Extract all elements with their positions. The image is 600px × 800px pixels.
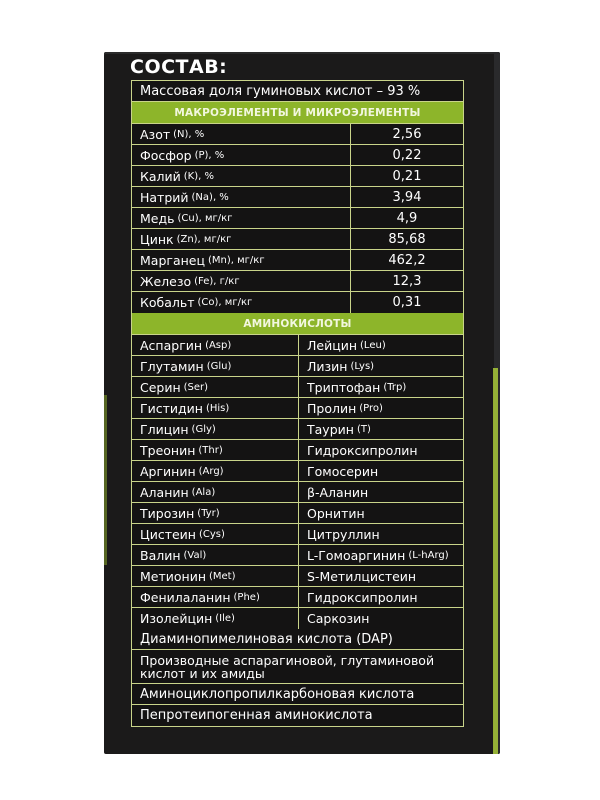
amino-name: Фенилаланин: [140, 589, 231, 605]
amino-row: [132, 482, 463, 503]
amino-left-cell: [132, 587, 299, 607]
amino-name: Аланин: [140, 484, 189, 500]
amino-left-cell: [132, 503, 299, 523]
humic-acid-text: Массовая доля гуминовых кислот – 93 %: [140, 83, 421, 99]
humic-acid-row: [132, 81, 463, 102]
amino-row: [132, 566, 463, 587]
full-row-nonproteinogenic: [132, 705, 463, 726]
amino-left-cell: [132, 440, 299, 460]
amino-name: Гистидин: [140, 400, 203, 416]
amino-name: Аспаргин: [140, 337, 203, 353]
element-name: Кобальт: [140, 295, 195, 310]
amino-right-cell: [299, 608, 463, 629]
amino-name: Таурин: [307, 421, 354, 437]
amino-name: Орнитин: [307, 505, 365, 521]
amino-row: [132, 356, 463, 377]
element-name: Железо: [140, 273, 192, 289]
amino-abbr: (Asp): [205, 339, 232, 351]
amino-name: Гидроксипролин: [307, 589, 418, 605]
amino-abbr: (Lys): [350, 360, 375, 372]
amino-row: [132, 524, 463, 545]
amino-name: Изолейцин: [140, 611, 213, 626]
amino-left-cell: [132, 461, 299, 481]
amino-row: [132, 398, 463, 419]
element-unit: (Co), мг/кг: [197, 297, 253, 308]
macro-row: [132, 292, 463, 313]
macro-row: [132, 250, 463, 271]
element-unit: (K), %: [183, 170, 215, 182]
amino-row: [132, 419, 463, 440]
amino-left-cell: [132, 545, 299, 565]
amino-abbr: (Arg): [198, 465, 224, 477]
amino-right-cell: [299, 440, 463, 460]
macro-row: [132, 208, 463, 229]
amino-right-cell: [299, 398, 463, 418]
amino-abbr: (His): [205, 402, 230, 414]
element-value: 0,31: [392, 295, 422, 310]
element-name: Фосфор: [140, 147, 192, 163]
amino-name: Пролин: [307, 400, 357, 416]
amino-section-header: [132, 313, 463, 335]
element-name-cell: [132, 166, 351, 186]
amino-abbr: (Thr): [198, 444, 223, 456]
amino-abbr: (Leu): [360, 339, 386, 351]
element-value: 12,3: [392, 273, 422, 289]
amino-name: Цитруллин: [307, 526, 380, 542]
amino-left-cell: [132, 356, 299, 376]
element-unit: (Zn), мг/кг: [176, 233, 232, 245]
amino-abbr: (Phe): [233, 591, 260, 603]
amino-row: [132, 335, 463, 356]
macro-row: [132, 229, 463, 250]
amino-name: Глицин: [140, 421, 189, 437]
element-name-cell: [132, 208, 351, 228]
element-name: Азот: [140, 126, 171, 142]
element-name: Марганец: [140, 252, 205, 268]
full-row-text: Производные аспарагиновой, глутаминовой кислот и их амиды: [140, 652, 435, 681]
element-unit: (N), %: [173, 128, 205, 140]
full-row-aminocyclopropyl: [132, 684, 463, 705]
composition-title: СОСТАВ:: [130, 56, 228, 78]
amino-abbr: (Val): [183, 549, 207, 561]
amino-left-cell: [132, 566, 299, 586]
amino-row: [132, 587, 463, 608]
amino-name: β-Аланин: [307, 484, 369, 500]
element-name: Калий: [140, 168, 181, 184]
amino-row: [132, 440, 463, 461]
amino-left-cell: [132, 419, 299, 439]
amino-right-cell: [299, 503, 463, 523]
package-edge-stripe-right: [493, 368, 498, 754]
macro-row: [132, 187, 463, 208]
amino-name: Лейцин: [307, 337, 358, 353]
amino-name: Аргинин: [140, 463, 196, 479]
full-row-dap: [132, 629, 463, 650]
amino-right-cell: [299, 377, 463, 397]
macro-row: [132, 271, 463, 292]
amino-name: Цистеин: [140, 526, 196, 542]
amino-abbr: (Trp): [383, 381, 407, 393]
full-row-text: Диаминопимелиновая кислота (DAP): [140, 631, 393, 647]
amino-name: Триптофан: [307, 379, 381, 395]
element-value: 0,21: [392, 168, 422, 184]
amino-right-cell: [299, 587, 463, 607]
element-name-cell: [132, 187, 351, 207]
element-unit: (Fe), г/кг: [194, 275, 240, 287]
amino-row: [132, 377, 463, 398]
element-unit: (Na), %: [191, 191, 229, 203]
amino-name: L-Гомоаргинин: [307, 547, 406, 563]
amino-name: Саркозин: [307, 611, 370, 626]
element-name-cell: [132, 145, 351, 165]
amino-abbr: (Gly): [191, 423, 216, 435]
amino-abbr: (Pro): [359, 402, 383, 414]
element-name-cell: [132, 250, 351, 270]
element-value: 85,68: [388, 231, 426, 247]
element-unit: (Mn), мг/кг: [207, 254, 265, 266]
amino-left-cell: [132, 377, 299, 397]
amino-name: Валин: [140, 547, 181, 563]
amino-abbr: (Tyr): [197, 507, 220, 519]
element-value: 0,22: [392, 147, 422, 163]
amino-abbr: (Ile): [215, 613, 235, 624]
amino-right-cell: [299, 482, 463, 502]
amino-right-cell: [299, 356, 463, 376]
amino-right-cell: [299, 545, 463, 565]
element-name: Медь: [140, 210, 175, 226]
full-row-derivatives: [132, 650, 463, 684]
amino-abbr: (Met): [209, 570, 236, 582]
amino-row: [132, 545, 463, 566]
amino-abbr: (T): [356, 423, 371, 435]
amino-abbr: (Cys): [198, 528, 225, 540]
element-name-cell: [132, 229, 351, 249]
element-value: 2,56: [392, 126, 422, 142]
element-unit: (Cu), мг/кг: [177, 212, 233, 224]
amino-abbr: (Ala): [191, 486, 216, 498]
macro-header-text: МАКРОЭЛЕМЕНТЫ И МИКРОЭЛЕМЕНТЫ: [174, 106, 421, 119]
element-name-cell: [132, 124, 351, 144]
macro-row: [132, 124, 463, 145]
amino-left-cell: [132, 335, 299, 355]
amino-row: [132, 461, 463, 482]
amino-abbr: (Glu): [206, 360, 232, 372]
element-unit: (P), %: [194, 149, 225, 161]
amino-left-cell: [132, 608, 299, 629]
amino-name: Тирозин: [140, 505, 195, 521]
amino-name: Гомосерин: [307, 463, 379, 479]
amino-name: Глутамин: [140, 358, 204, 374]
amino-name: Гидроксипролин: [307, 442, 418, 458]
macro-row: [132, 145, 463, 166]
amino-left-cell: [132, 398, 299, 418]
macro-section-header: [132, 102, 463, 124]
amino-abbr: (Ser): [183, 381, 209, 393]
element-value: 3,94: [392, 189, 422, 205]
composition-table: [131, 80, 464, 727]
element-name: Цинк: [140, 231, 174, 247]
amino-name: Треонин: [140, 442, 196, 458]
full-row-text: Аминоциклопропилкарбоновая кислота: [140, 686, 415, 702]
macro-row: [132, 166, 463, 187]
amino-right-cell: [299, 419, 463, 439]
element-name-cell: [132, 292, 351, 313]
element-value: 4,9: [396, 210, 418, 226]
amino-name: Метионин: [140, 568, 206, 584]
amino-left-cell: [132, 482, 299, 502]
element-name-cell: [132, 271, 351, 291]
amino-right-cell: [299, 524, 463, 544]
amino-right-cell: [299, 335, 463, 355]
amino-left-cell: [132, 524, 299, 544]
package-edge-stripe-left: [104, 395, 107, 565]
amino-name: S-Метилцистеин: [307, 568, 417, 584]
amino-row: [132, 608, 463, 629]
amino-name: Лизин: [307, 358, 348, 374]
amino-row: [132, 503, 463, 524]
amino-header-text: АМИНОКИСЛОТЫ: [243, 317, 352, 330]
element-value: 462,2: [388, 252, 426, 268]
amino-abbr: (L-hArg): [408, 549, 449, 561]
amino-right-cell: [299, 566, 463, 586]
full-row-text: Пепротеипогенная аминокислота: [140, 708, 373, 723]
amino-name: Серин: [140, 379, 181, 395]
element-name: Натрий: [140, 189, 189, 205]
amino-right-cell: [299, 461, 463, 481]
